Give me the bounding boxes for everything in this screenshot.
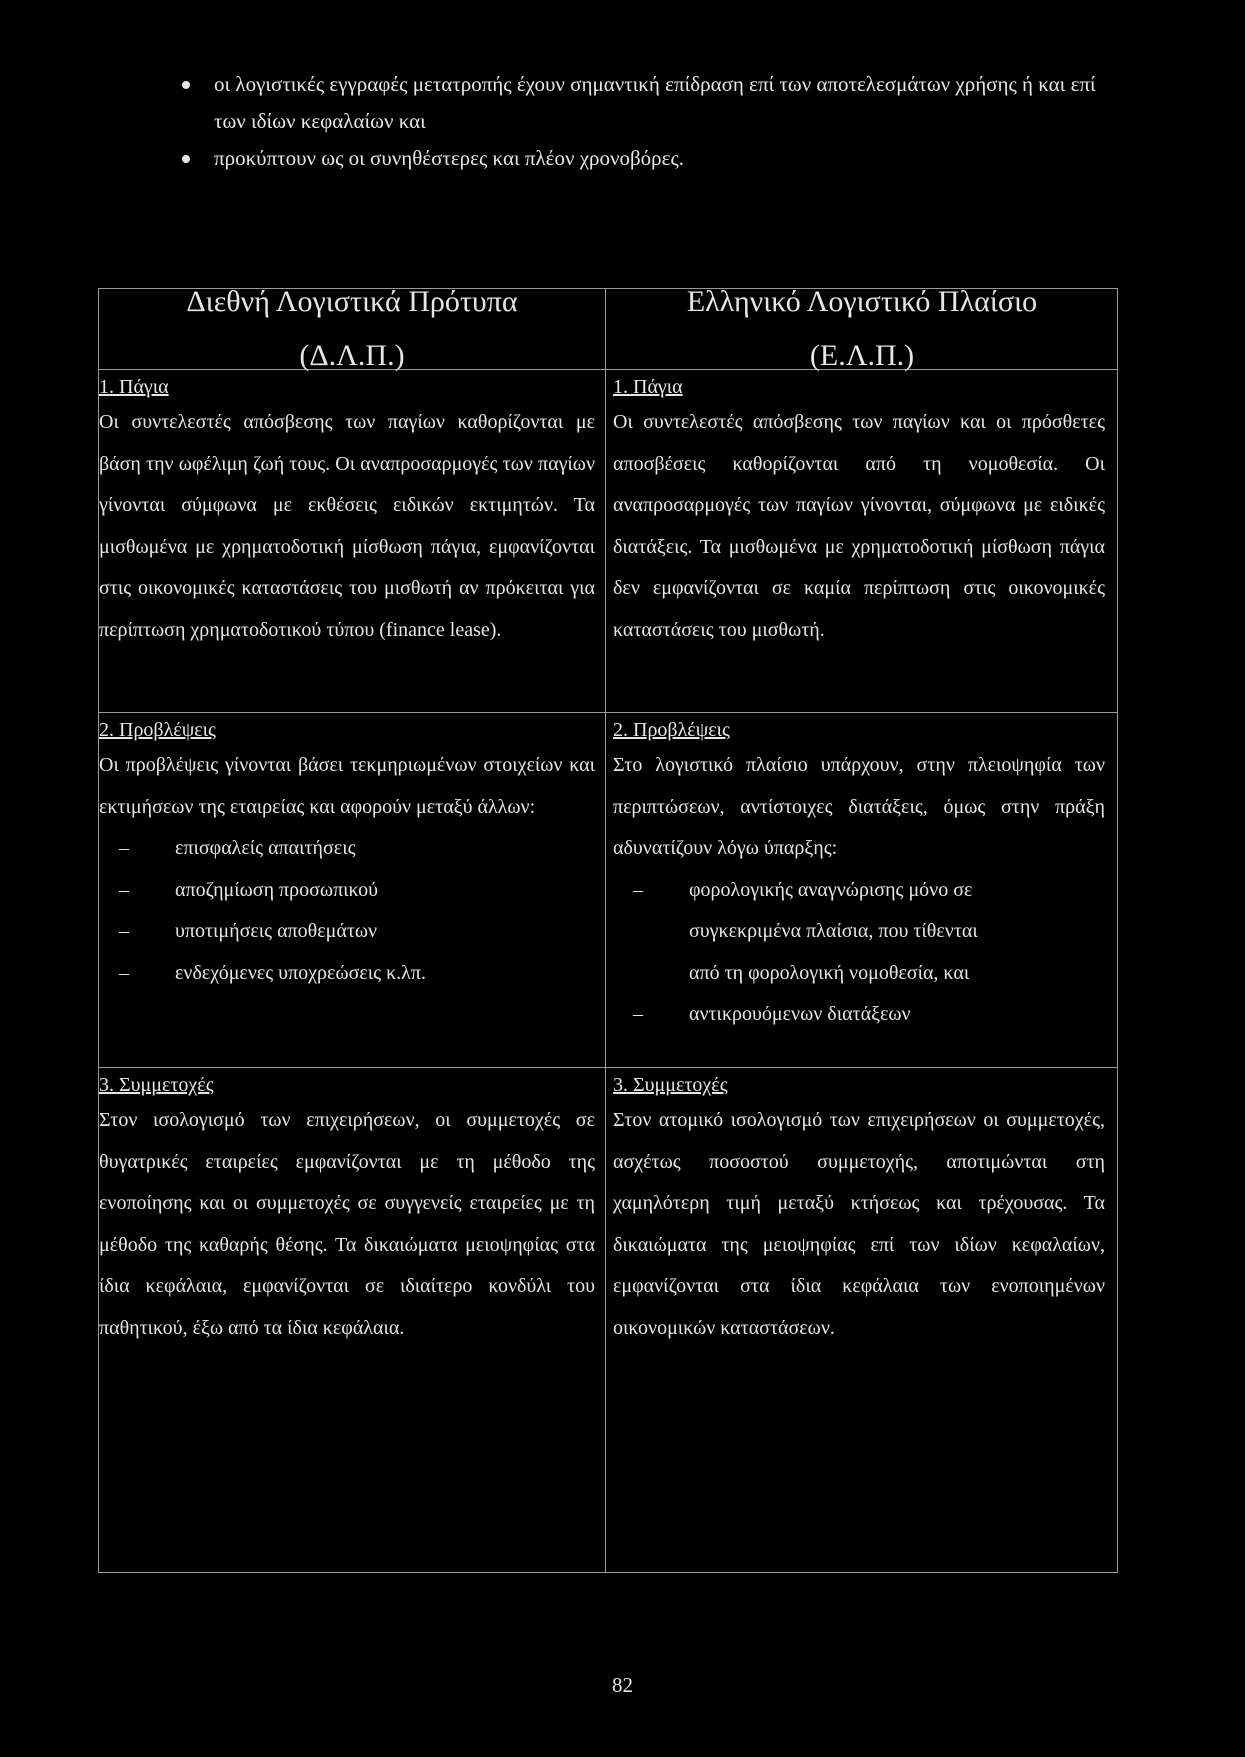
cell-left-fixed-assets (99, 375, 595, 651)
right-header-abbr: (Ε.Λ.Π.) (809, 339, 915, 372)
right-column-header (606, 285, 1118, 373)
left-column-header (99, 285, 605, 373)
cell-text: Στον ατομικό ισολογισμό των επιχειρήσεων οι συμμετοχές, ασχέτως ποσοστού συμμετοχής, αποτιμώνται στη χαμηλότερη τιμή μεταξύ κτήσεως και τρέχουσας. Τα δικαιώματα της μειοψηφίας επί των ιδίων κεφαλαίων, εμφανίζονται στα ίδια κεφάλαια των ενοποιημένων οικονομικών καταστάσεων. (613, 1109, 1105, 1339)
cell-right-fixed-assets (613, 375, 1105, 651)
list-item: – φορολογικής αναγνώρισης μόνο σε (613, 870, 1105, 912)
cell-right-provisions (613, 718, 1105, 1036)
column-divider (605, 289, 606, 1572)
cell-text: Οι προβλέψεις γίνονται βάσει τεκμηριωμένων στοιχείων και εκτιμήσεων της εταιρείας και αφορούν μεταξύ άλλων: (99, 754, 595, 818)
row-divider (99, 712, 1117, 713)
cell-right-participations (613, 1073, 1105, 1349)
section-title: 2. Προβλέψεις (99, 719, 216, 741)
section-title: 3. Συμμετοχές (613, 1074, 728, 1096)
right-header-title: Ελληνικό Λογιστικό Πλαίσιο (686, 285, 1038, 318)
section-title: 2. Προβλέψεις (613, 719, 730, 741)
bullet-item: οι λογιστικές εγγραφές μετατροπής έχουν σημαντική επίδραση επί των αποτελεσμάτων χρήσης ή και επί των ιδίων κεφαλαίων και (182, 66, 1122, 140)
cell-text: Οι συντελεστές απόσβεσης των παγίων και οι πρόσθετες αποσβέσεις καθορίζονται από τη νομοθεσία. Οι αναπροσαρμογές των παγίων γίνονται, σύμφωνα με ειδικές διατάξεις. Τα μισθωμένα με χρηματοδοτική μίσθωση πάγια δεν εμφανίζονται σε καμία περίπτωση στις οικονομικές καταστάσεις του μισθωτή. (613, 411, 1105, 641)
row-divider (99, 1067, 1117, 1068)
section-title: 1. Πάγια (99, 376, 169, 398)
section-title: 3. Συμμετοχές (99, 1074, 214, 1096)
cell-left-provisions (99, 718, 595, 994)
list-item: – ενδεχόμενες υποχρεώσεις κ.λπ. (99, 953, 595, 995)
list-item: – υποτιμήσεις αποθεμάτων (99, 911, 595, 953)
comparison-table (98, 285, 1118, 1573)
cell-text: Οι συντελεστές απόσβεσης των παγίων καθορίζονται με βάση την ωφέλιμη ζωή τους. Οι αναπροσαρμογές των παγίων γίνονται σύμφωνα με εκθέσεις ειδικών εκτιμητών. Τα μισθωμένα με χρηματοδοτική μίσθωση πάγια, εμφανίζονται στις οικονομικές καταστάσεις του μισθωτή αν πρόκειται για περίπτωση χρηματοδοτικού τύπου (finance lease). (99, 411, 595, 641)
bullet-item: προκύπτουν ως οι συνηθέστερες και πλέον χρονοβόρες. (182, 140, 1122, 177)
list-item: – αποζημίωση προσωπικού (99, 870, 595, 912)
section-title: 1. Πάγια (613, 376, 683, 398)
cell-left-participations (99, 1073, 595, 1349)
list-item: – επισφαλείς απαιτήσεις (99, 828, 595, 870)
cell-text: Στον ισολογισμό των επιχειρήσεων, οι συμμετοχές σε θυγατρικές εταιρείες εμφανίζονται με τη μέθοδο της ενοποίησης και οι συμμετοχές σε συγγενείς εταιρείες με τη μέθοδο της καθαρής θέσης. Τα δικαιώματα μειοψηφίας στα ίδια κεφάλαια, εμφανίζονται σε ιδιαίτερο κονδύλι του παθητικού, έξω από τα ίδια κεφάλαια. (99, 1109, 595, 1339)
list-item-continuation: συγκεκριμένα πλαίσια, που τίθενται (689, 920, 978, 942)
left-header-abbr: (Δ.Λ.Π.) (299, 339, 405, 372)
list-item-continuation: από τη φορολογική νομοθεσία, και (689, 961, 970, 984)
list-item: – αντικρουόμενων διατάξεων (613, 994, 1105, 1036)
cell-text: Στο λογιστικό πλαίσιο υπάρχουν, στην πλειοψηφία των περιπτώσεων, αντίστοιχες διατάξεις, όμως στην πράξη αδυνατίζουν λόγω ύπαρξης: (613, 754, 1105, 859)
bullet-list (182, 66, 1122, 177)
page-number: 82 (612, 1673, 633, 1697)
left-header-title: Διεθνή Λογιστικά Πρότυπα (186, 285, 518, 318)
